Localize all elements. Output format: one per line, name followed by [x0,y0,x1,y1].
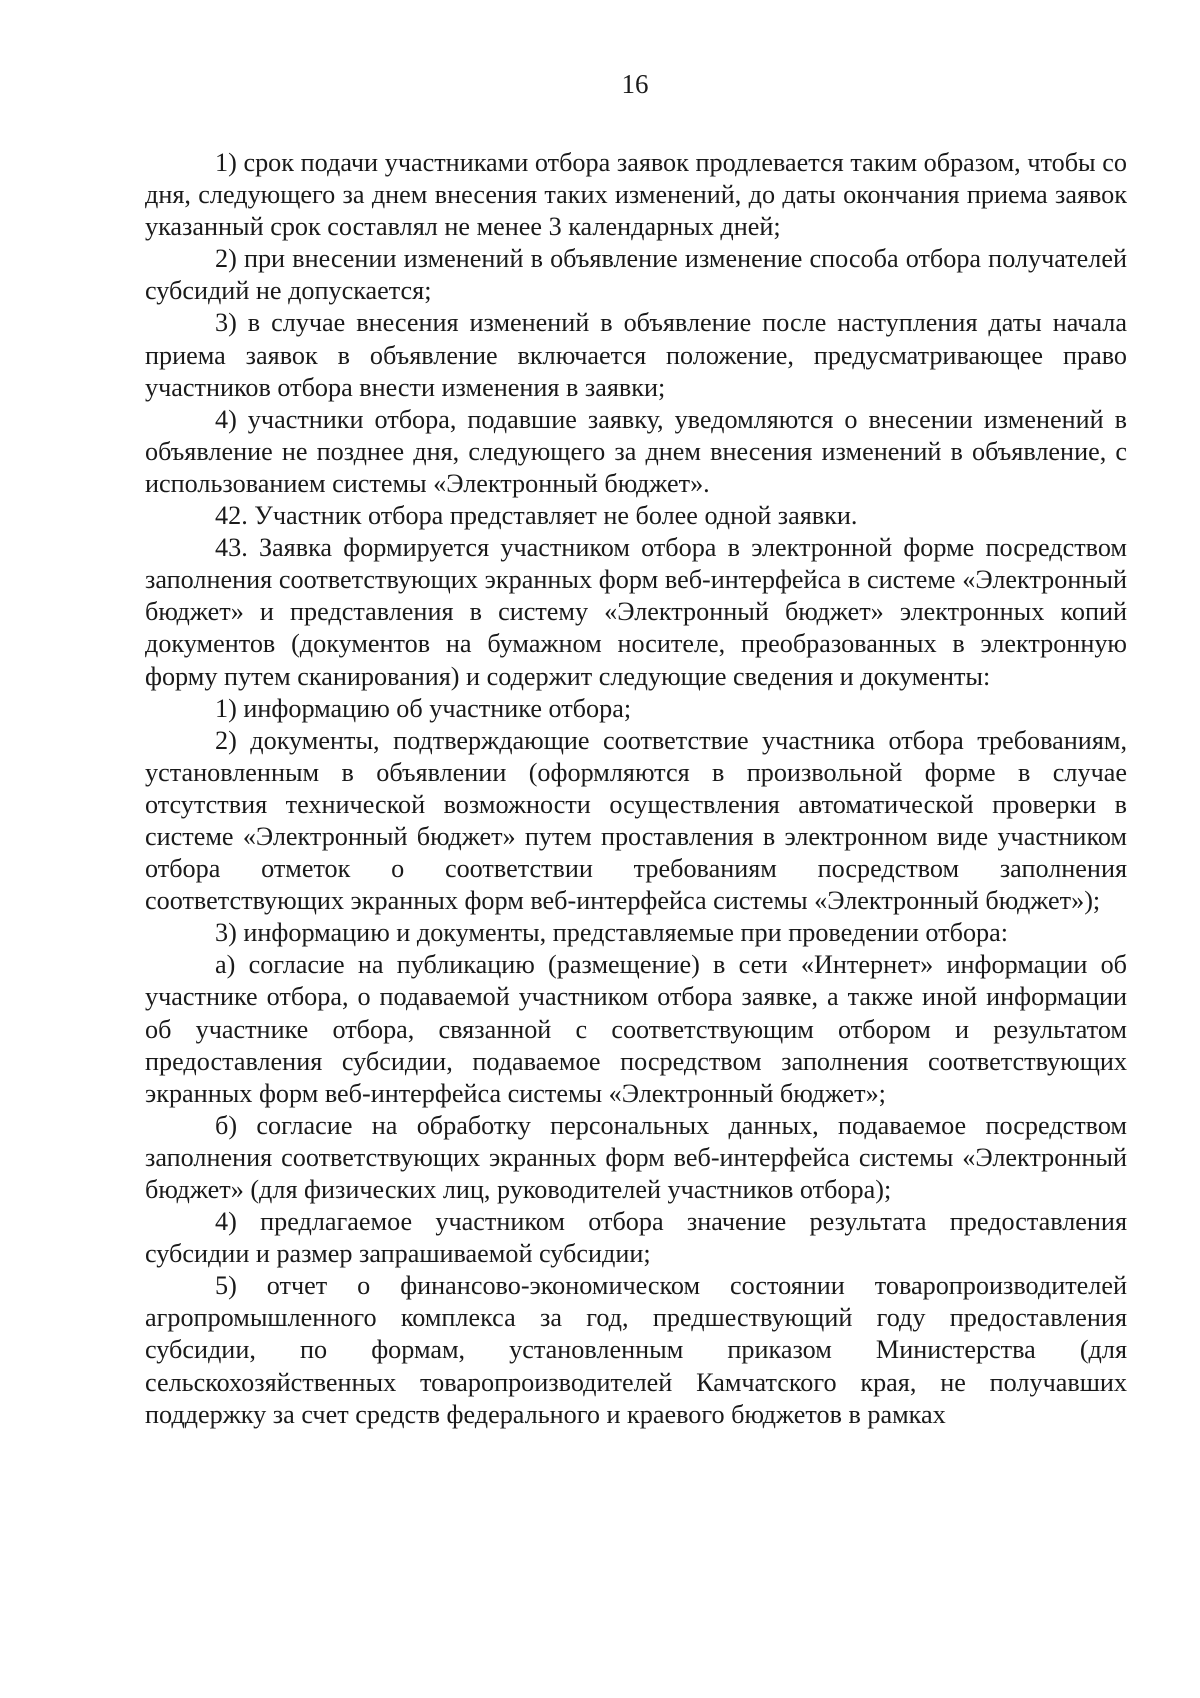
paragraph-clause-42: 42. Участник отбора представляет не более одной заявки. [215,501,858,531]
paragraph-item-4-notification: 4) участники отбора, подавшие заявку, уведомляются о внесении изменений в объявление не позднее дня, следующего за днем внесения изменений в объявление, с использованием системы «Электронный бюджет». [145,404,1127,498]
paragraph-item-b-personal-data-consent: б) согласие на обработку персональных данных, подаваемое посредством заполнения соответствующих экранных форм веб-интерфейса системы «Электронный бюджет» (для физических лиц, руководителей участников отбора); [145,1110,1127,1204]
page-number: 16 [621,69,649,99]
paragraph-item-3-selection-info: 3) информацию и документы, представляемые при проведении отбора: [215,918,1009,948]
paragraph-item-2-compliance-documents: 2) документы, подтверждающие соответствие участника отбора требованиям, установленным в объявлении (оформляются в произвольной форме в случае отсутствия технической возможности осуществления автоматической проверки в системе «Электронный бюджет» путем проставления в электронном виде участником отбора отметок о соответствии требованиям посредством заполнения соответствующих экранных форм веб-интерфейса системы «Электронный бюджет»); [145,725,1127,916]
paragraph-item-3-application-changes: 3) в случае внесения изменений в объявление после наступления даты начала приема заявок в объявление включается положение, предусматривающее право участников отбора внести изменения в заявки; [145,308,1127,402]
paragraph-clause-43: 43. Заявка формируется участником отбора в электронной форме посредством заполнения соответствующих экранных форм веб-интерфейса в системе «Электронный бюджет» и представления в систему «Электронный бюджет» электронных копий документов (документов на бумажном носителе, преобразованных в электронную форму путем сканирования) и содержит следующие сведения и документы: [145,533,1127,691]
paragraph-item-1-participant-info: 1) информацию об участнике отбора; [215,693,632,723]
paragraph-item-5-financial-report: 5) отчет о финансово-экономическом состоянии товаропроизводителей агропромышленного комплекса за год, предшествующий году предоставления субсидии, по формам, установленным приказом Министерства (для сельскохозяйственных товаропроизводителей Камчатского края, не получавших поддержку за счет средств федерального и краевого бюджетов в рамках [145,1271,1127,1429]
paragraph-item-2-selection-method: 2) при внесении изменений в объявление изменение способа отбора получателей субсидий не допускается; [145,244,1127,306]
paragraph-item-1-deadline-extension: 1) срок подачи участниками отбора заявок продлевается таким образом, чтобы со дня, следующего за днем внесения таких изменений, до даты окончания приема заявок указанный срок составлял не менее 3 календарных дней; [145,148,1127,242]
document-body [145,147,1127,1431]
paragraph-item-4-result-value: 4) предлагаемое участником отбора значение результата предоставления субсидии и размер запрашиваемой субсидии; [145,1207,1127,1269]
paragraph-item-a-publication-consent: а) согласие на публикацию (размещение) в сети «Интернет» информации об участнике отбора, о подаваемой участником отбора заявке, а также иной информации об участнике отбора, связанной с соответствующим отбором и результатом предоставления субсидии, подаваемое посредством заполнения соответствующих экранных форм веб-интерфейса системы «Электронный бюджет»; [145,950,1127,1108]
